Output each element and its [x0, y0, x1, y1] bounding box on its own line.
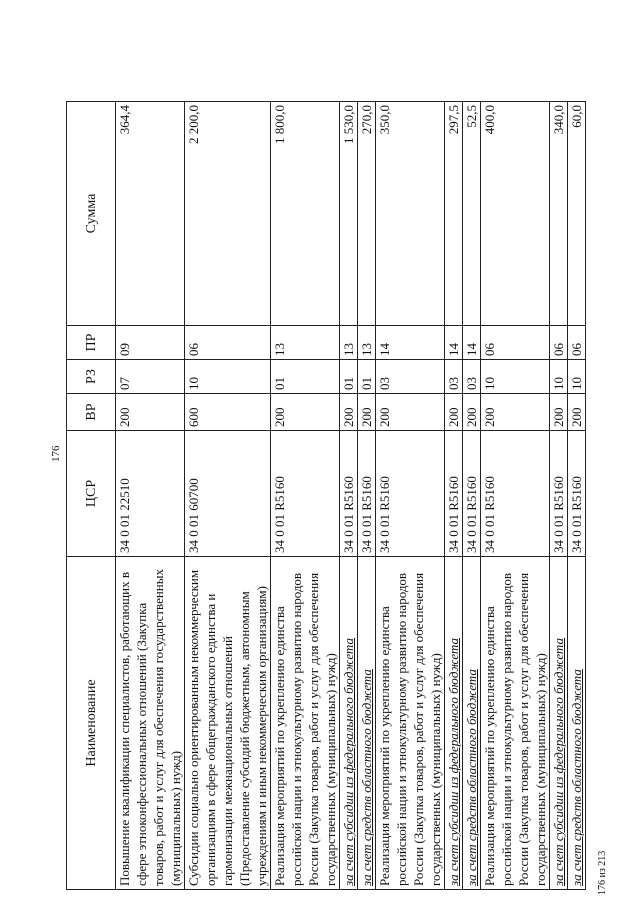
cell-vr: 200	[376, 394, 445, 431]
table-row	[271, 102, 340, 890]
table-row	[340, 102, 358, 890]
table-header-row	[67, 102, 116, 890]
cell-sum: 1 530,0	[340, 102, 358, 326]
cell-vr: 200	[116, 394, 185, 431]
cell-rz: 03	[463, 360, 481, 394]
cell-pr: 14	[445, 326, 463, 360]
cell-rz: 10	[185, 360, 271, 394]
cell-vr: 200	[481, 394, 550, 431]
cell-name: Субсидии социально ориентированным некоммерческим организациям в сфере общегражданского единства и гармонизации межнациональных отношений (Предоставление субсидий бюджетным, автономным учреждениям и иным некоммерческим организациям)	[185, 557, 271, 890]
cell-rz: 10	[568, 360, 586, 394]
cell-sum: 340,0	[550, 102, 568, 326]
cell-sum: 350,0	[376, 102, 445, 326]
cell-csr: 34 0 01 22510	[116, 431, 185, 557]
cell-csr: 34 0 01 R5160	[463, 431, 481, 557]
cell-sum: 1 800,0	[271, 102, 340, 326]
cell-name: Реализация мероприятий по укреплению единства российской нации и этнокультурному развитию народов России (Закупка товаров, работ и услуг для обеспечения государственных (муниципальных) нужд)	[376, 557, 445, 890]
cell-csr: 34 0 01 R5160	[445, 431, 463, 557]
cell-rz: 07	[116, 360, 185, 394]
cell-csr: 34 0 01 R5160	[568, 431, 586, 557]
page-footer: 176 из 213	[597, 850, 608, 895]
cell-vr: 200	[445, 394, 463, 431]
cell-sum: 364,4	[116, 102, 185, 326]
cell-vr: 200	[550, 394, 568, 431]
cell-pr: 06	[481, 326, 550, 360]
table-row	[376, 102, 445, 890]
page-number: 176	[50, 445, 62, 462]
cell-pr: 13	[340, 326, 358, 360]
header-sum: Сумма	[67, 102, 116, 326]
cell-rz: 03	[376, 360, 445, 394]
table-row	[568, 102, 586, 890]
cell-rz: 01	[340, 360, 358, 394]
cell-sum: 400,0	[481, 102, 550, 326]
cell-pr: 14	[463, 326, 481, 360]
cell-pr: 06	[568, 326, 586, 360]
cell-pr: 14	[376, 326, 445, 360]
cell-sum: 52,5	[463, 102, 481, 326]
cell-vr: 200	[358, 394, 376, 431]
cell-csr: 34 0 01 R5160	[481, 431, 550, 557]
table-row	[463, 102, 481, 890]
table-row	[358, 102, 376, 890]
cell-name: Реализация мероприятий по укреплению единства российской нации и этнокультурному развитию народов России (Закупка товаров, работ и услуг для обеспечения государственных (муниципальных) нужд)	[271, 557, 340, 890]
cell-csr: 34 0 01 R5160	[340, 431, 358, 557]
cell-csr: 34 0 01 R5160	[358, 431, 376, 557]
header-pr: ПР	[67, 326, 116, 360]
cell-csr: 34 0 01 60700	[185, 431, 271, 557]
cell-csr: 34 0 01 R5160	[376, 431, 445, 557]
cell-name: за счет субсидии из федерального бюджета	[445, 557, 463, 890]
cell-vr: 200	[463, 394, 481, 431]
cell-rz: 01	[271, 360, 340, 394]
header-name: Наименование	[67, 557, 116, 890]
cell-name: за счет субсидии из федерального бюджета	[550, 557, 568, 890]
cell-name: за счет средств областного бюджета	[358, 557, 376, 890]
table-row	[445, 102, 463, 890]
cell-name: за счет средств областного бюджета	[463, 557, 481, 890]
cell-name: за счет субсидии из федерального бюджета	[340, 557, 358, 890]
cell-name: Повышение квалификации специалистов, работающих в сфере этноконфессиональных отношений (Закупка товаров, работ и услуг для обеспечения государственных (муниципальных) нужд)	[116, 557, 185, 890]
cell-rz: 01	[358, 360, 376, 394]
cell-name: за счет средств областного бюджета	[568, 557, 586, 890]
cell-sum: 297,5	[445, 102, 463, 326]
header-rz: РЗ	[67, 360, 116, 394]
cell-rz: 10	[550, 360, 568, 394]
header-vr: ВР	[67, 394, 116, 431]
cell-vr: 600	[185, 394, 271, 431]
cell-sum: 2 200,0	[185, 102, 271, 326]
cell-sum: 270,0	[358, 102, 376, 326]
table-row	[550, 102, 568, 890]
cell-vr: 200	[340, 394, 358, 431]
cell-csr: 34 0 01 R5160	[271, 431, 340, 557]
cell-vr: 200	[568, 394, 586, 431]
cell-pr: 13	[358, 326, 376, 360]
table-row	[481, 102, 550, 890]
cell-csr: 34 0 01 R5160	[550, 431, 568, 557]
cell-sum: 60,0	[568, 102, 586, 326]
cell-rz: 03	[445, 360, 463, 394]
cell-pr: 06	[550, 326, 568, 360]
cell-pr: 06	[185, 326, 271, 360]
table-row	[185, 102, 271, 890]
cell-rz: 10	[481, 360, 550, 394]
table-row	[116, 102, 185, 890]
budget-table	[66, 101, 586, 890]
cell-vr: 200	[271, 394, 340, 431]
header-csr: ЦСР	[67, 431, 116, 557]
cell-name: Реализация мероприятий по укреплению единства российской нации и этнокультурному развитию народов России (Закупка товаров, работ и услуг для обеспечения государственных (муниципальных) нужд)	[481, 557, 550, 890]
cell-pr: 13	[271, 326, 340, 360]
cell-pr: 09	[116, 326, 185, 360]
